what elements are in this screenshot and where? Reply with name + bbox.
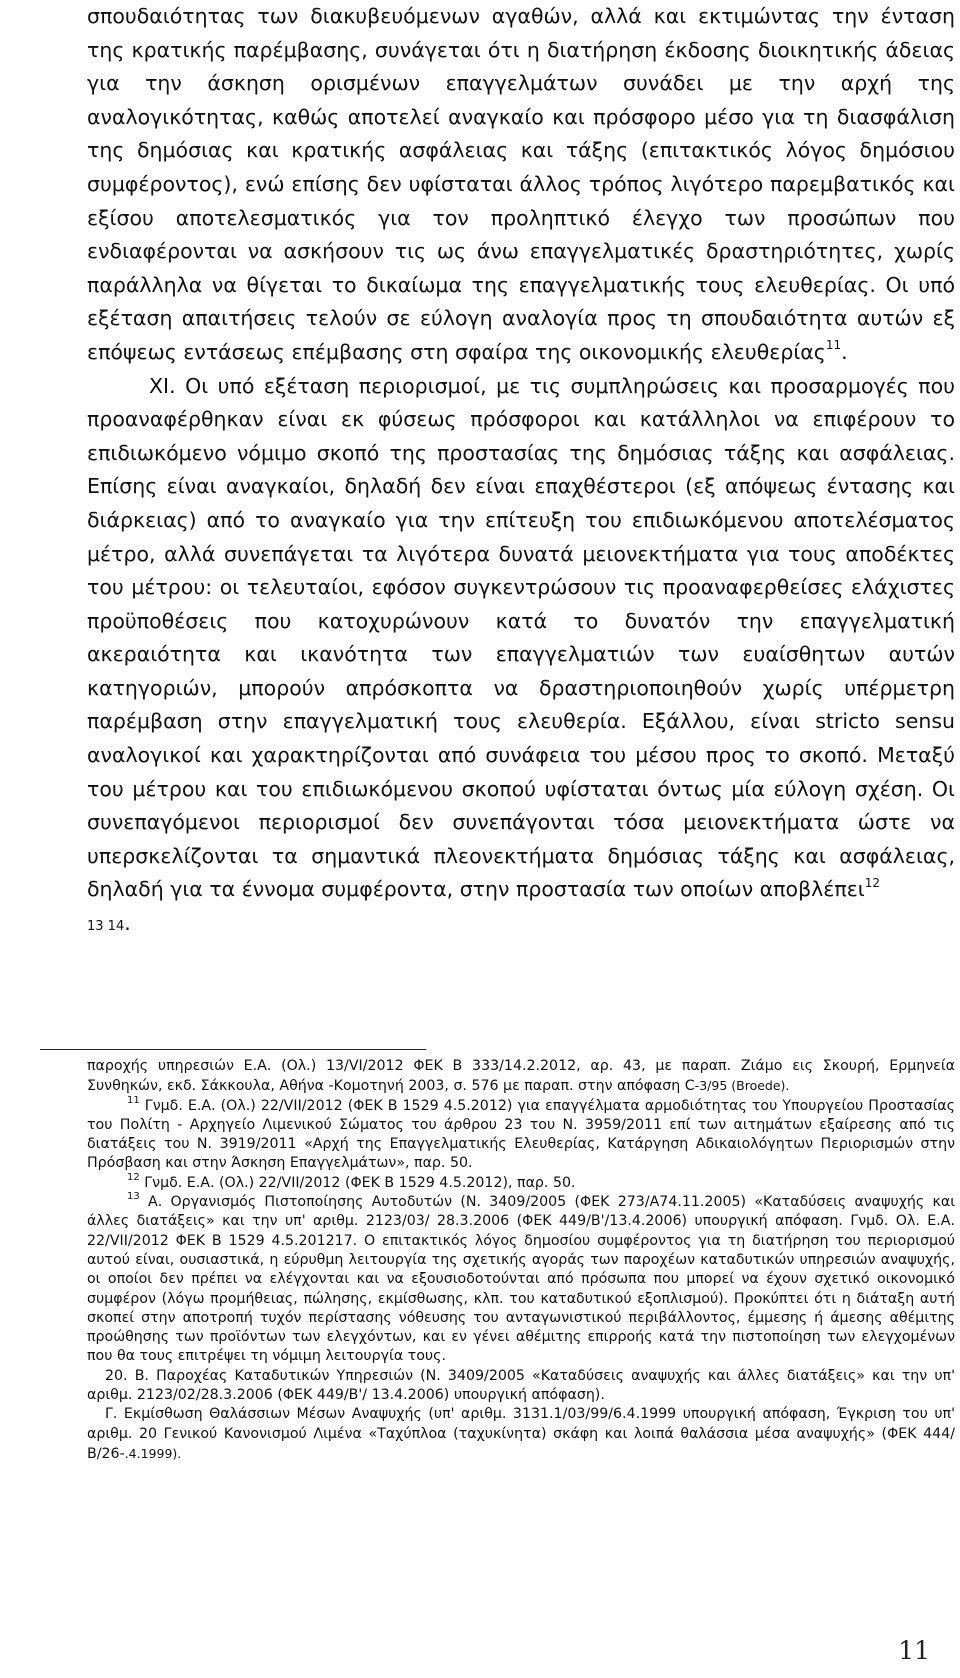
page-number: 11 <box>898 1636 930 1665</box>
paragraph-1-text: σπουδαιότητας των διακυβευόμενων αγαθών, αλλά και εκτιμώντας την ένταση της κρατικής παρέμβασης, συνάγεται ότι η διατήρηση έκδοσης διοικητικής άδειας για την άσκηση ορισμένων επαγγελμάτων συνάδει με την αρχή της αναλογικότητας, καθώς αποτελεί αναγκαίο και πρόσφορο μέσο για τη διασφάλιση της δημόσιας και κρατικής ασφάλειας και τάξης (επιτακτικός λόγος δημόσιου συμφέροντος), ενώ επίσης δεν υφίσταται άλλος τρόπος λιγότερο παρεμβατικός και εξίσου αποτελεσματικός για τον προληπτικό έλεγχο των προσώπων που ενδιαφέρονται να ασκήσουν τις ως άνω επαγγελματικές δραστηριότητες, χωρίς παράλληλα να θίγεται το δικαίωμα της επαγγελματικής τους ελευθερίας. Οι υπό εξέταση απαιτήσεις τελούν σε εύλογη αναλογία προς τη σπουδαιότητα αυτών εξ επόψεως εντάσεως επέμβασης στη σφαίρα της οικονομικής ελευθερίας <box>87 4 955 364</box>
footnote-ref-13-14[interactable]: 13 14 <box>87 919 125 935</box>
footnote-ref-11[interactable]: 11 <box>825 338 842 353</box>
footnote-11: $^{11}$ Γνμδ. Ε.Α. (Ολ.) 22/VII/2012 (ΦΕΚ Β 1529 4.5.2012) για επαγγέλματα αρμοδιότητας του Υπουργείου Προστασίας του Πολίτη - Αρχηγείο Λιμενικού Σώματος του άρθρου 23 του Ν. 3959/2011 επί των αιτημάτων εξαίρεσης από τις διατάξεις του Ν. 3919/2011 «Αρχή της Επαγγελματικής Ελευθερίας, Κατάργηση Αδικαιολόγητων Περιορισμών στην Πρόσβαση και στην Άσκηση Επαγγελμάτων», παρ. 50. <box>87 1094 955 1172</box>
footnote-number-11: 11 <box>127 1094 140 1106</box>
footnote-item-g: Γ. Εκμίσθωση Θαλάσσιων Μέσων Αναψυχής (υπ' αριθμ. 3131.1/03/99/6.4.1999 υπουργική απόφαση, Έγκριση του υπ' αριθμ. 20 Γενικού Κανονισμού Λιμένα «Ταχύπλοα (ταχυκίνητα) σκάφη και λοιπά θαλάσσια μέσα αναψυχής» (ΦΕΚ 444/Β/26-.4.1999). <box>87 1406 955 1462</box>
footnote-ref-12[interactable]: 12 <box>864 875 880 890</box>
footnote-13: $^{13}$ Α. Οργανισμός Πιστοποίησης Αυτοδυτών (Ν. 3409/2005 (ΦΕΚ 273/Α74.11.2005) «Καταδύσεις αναψυχής και άλλες διατάξεις» και την υπ' αριθμ. 2123/03/ 28.3.2006 (ΦΕΚ 449/Β'/13.4.2006) υπουργική απόφαση. Γνμδ. Ολ. Ε.Α. 22/VII/2012 ΦΕΚ Β 1529 4.5.201217. Ο επιτακτικός λόγος δημοσίου συμφέροντος για τη διατήρηση του περιορισμού αυτού είναι, ουσιαστικά, η εύρυθμη λειτουργία της σχετικής αγοράς των παροχέων καταδυτικών υπηρεσιών αναψυχής, οι οποίοι δεν πρέπει να ελέγχονται και να εξουσιοδοτούνται από πρόσωπα που μπορεί να έχουν σχετικό οικονομικό συμφέρον (λόγω προμήθειας, πώλησης, εκμίσθωσης, κλπ. του καταδυτικού εξοπλισμού). Προκύπτει ότι η διάταξη αυτή σκοπεί στην αποτροπή τυχόν περίστασης νόθευσης του ανταγωνιστικού περιβάλλοντος, έμμεσης ή άμεσης αθέμιτης προώθησης των προϊόντων των ελεγχόντων, και εν γένει αθέμιτης επιρροής κατά την πιστοποίηση των ελεγχομένων που θα τους επιτρέψει τη νόμιμη λειτουργία τους. <box>87 1191 955 1365</box>
footnote-continuation: παροχής υπηρεσιών Ε.Α. (Ολ.) 13/VI/2012 ΦΕΚ Β 333/14.2.2012, αρ. 43, με παραπ. Ζιάμο εις Σκουρή, Ερμηνεία Συνθηκών, εκδ. Σάκκουλα, Αθήνα -Κομοτηνή 2003, σ. 576 με παραπ. στην απόφαση C-3/95 (Broede). <box>87 1058 955 1095</box>
paragraph-1: σπουδαιότητας των διακυβευόμενων αγαθών, αλλά και εκτιμώντας την ένταση της κρατικής παρέμβασης, συνάγεται ότι η διατήρηση έκδοσης διοικητικής άδειας για την άσκηση ορισμένων επαγγελμάτων συνάδει με την αρχή της αναλογικότητας, καθώς αποτελεί αναγκαίο και πρόσφορο μέσο για τη διασφάλιση της δημόσιας και κρατικής ασφάλειας και τάξης (επιτακτικός λόγος δημόσιου συμφέροντος), ενώ επίσης δεν υφίσταται άλλος τρόπος λιγότερο παρεμβατικός και εξίσου αποτελεσματικός για τον προληπτικό έλεγχο των προσώπων που ενδιαφέρονται να ασκήσουν τις ως άνω επαγγελματικές δραστηριότητες, χωρίς παράλληλα να θίγεται το δικαίωμα της επαγγελματικής τους ελευθερίας. Οι υπό εξέταση απαιτήσεις τελούν σε εύλογη αναλογία προς τη σπουδαιότητα αυτών εξ επόψεως εντάσεως επέμβασης στη σφαίρα της οικονομικής ελευθερίας$^{11}$. <box>87 4 955 364</box>
footnote-number-12: 12 <box>127 1172 140 1184</box>
footnote-item-20: 20. Β. Παροχέας Καταδυτικών Υπηρεσιών (Ν. 3409/2005 «Καταδύσεις αναψυχής και άλλες διατάξεις» και την υπ' αριθμ. 2123/02/28.3.2006 (ΦΕΚ 449/Β'/ 13.4.2006) υπουργική απόφαση). <box>87 1367 955 1404</box>
paragraph-xi: XI. Οι υπό εξέταση περιορισμοί, με τις συμπληρώσεις και προσαρμογές που προαναφέρθηκαν είναι εκ φύσεως πρόσφοροι και κατάλληλοι να επιφέρουν το επιδιωκόμενο νόμιμο σκοπό της προστασίας της δημόσιας τάξης και ασφάλειας. Επίσης είναι αναγκαίοι, δηλαδή δεν είναι επαχθέστεροι (εξ απόψεως έντασης και διάρκειας) από το αναγκαίο για την επίτευξη του επιδιωκόμενου αποτελέσματος μέτρο, αλλά συνεπάγεται τα λιγότερα δυνατά μειονεκτήματα για τους αποδέκτες του μέτρου: οι τελευταίοι, εφόσον συγκεντρώσουν τις προαναφερθείσες ελάχιστες προϋποθέσεις που κατοχυρώνουν κατά το δυνατόν την επαγγελματική ακεραιότητα και ικανότητα των επαγγελματιών των ευαίσθητων αυτών κατηγοριών, μπορούν απρόσκοπτα να δραστηριοποιηθούν χωρίς υπέρμετρη παρέμβαση στην επαγγελματική τους ελευθερία. Εξάλλου, είναι stricto sensu αναλογικοί και χαρακτηρίζονται από συνάφεια του μέσου προς το σκοπό. Μεταξύ του μέτρου και του επιδιωκόμενου σκοπού υφίσταται όντως μία εύλογη σχέση. Οι συνεπαγόμενοι περιορισμοί δεν συνεπάγονται τόσα μειονεκτήματα ώστε να υπερσκελίζονται τα σημαντικά πλεονεκτήματα δημόσιας τάξης και ασφάλειας, δηλαδή για τα έννομα συμφέροντα, στην προστασία των οποίων αποβλέπει$^{12}$ 13 14. <box>87 373 955 936</box>
paragraph-xi-text: XI. Οι υπό εξέταση περιορισμοί, με τις συμπληρώσεις και προσαρμογές που προαναφέρθηκαν είναι εκ φύσεως πρόσφοροι και κατάλληλοι να επιφέρουν το επιδιωκόμενο νόμιμο σκοπό της προστασίας της δημόσιας τάξης και ασφάλειας. Επίσης είναι αναγκαίοι, δηλαδή δεν είναι επαχθέστεροι (εξ απόψεως έντασης και διάρκειας) από το αναγκαίο για την επίτευξη του επιδιωκόμενου αποτελέσματος μέτρο, αλλά συνεπάγεται τα λιγότερα δυνατά μειονεκτήματα για τους αποδέκτες του μέτρου: οι τελευταίοι, εφόσον συγκεντρώσουν τις προαναφερθείσες ελάχιστες προϋποθέσεις που κατοχυρώνουν κατά το δυνατόν την επαγγελματική ακεραιότητα και ικανότητα των επαγγελματιών των ευαίσθητων αυτών κατηγοριών, μπορούν απρόσκοπτα να δραστηριοποιηθούν χωρίς υπέρμετρη παρέμβαση στην επαγγελματική τους ελευθερία. Εξάλλου, είναι stricto sensu αναλογικοί και χαρακτηρίζονται από συνάφεια του μέσου προς το σκοπό. Μεταξύ του μέτρου και του επιδιωκόμενου σκοπού υφίσταται όντως μία εύλογη σχέση. Οι συνεπαγόμενοι περιορισμοί δεν συνεπάγονται τόσα μειονεκτήματα ώστε να υπερσκελίζονται τα σημαντικά πλεονεκτήματα δημόσιας τάξης και ασφάλειας, δηλαδή για τα έννομα συμφέροντα, στην προστασία των οποίων αποβλέπει <box>87 373 955 902</box>
footnotes <box>87 1057 955 1464</box>
body-text <box>87 0 955 944</box>
footnote-12: $^{12}$ Γνμδ. Ε.Α. (Ολ.) 22/VII/2012 (ΦΕΚ Β 1529 4.5.2012), παρ. 50. <box>127 1172 576 1191</box>
footnote-number-13: 13 <box>127 1191 140 1203</box>
footnote-separator <box>40 1049 426 1050</box>
